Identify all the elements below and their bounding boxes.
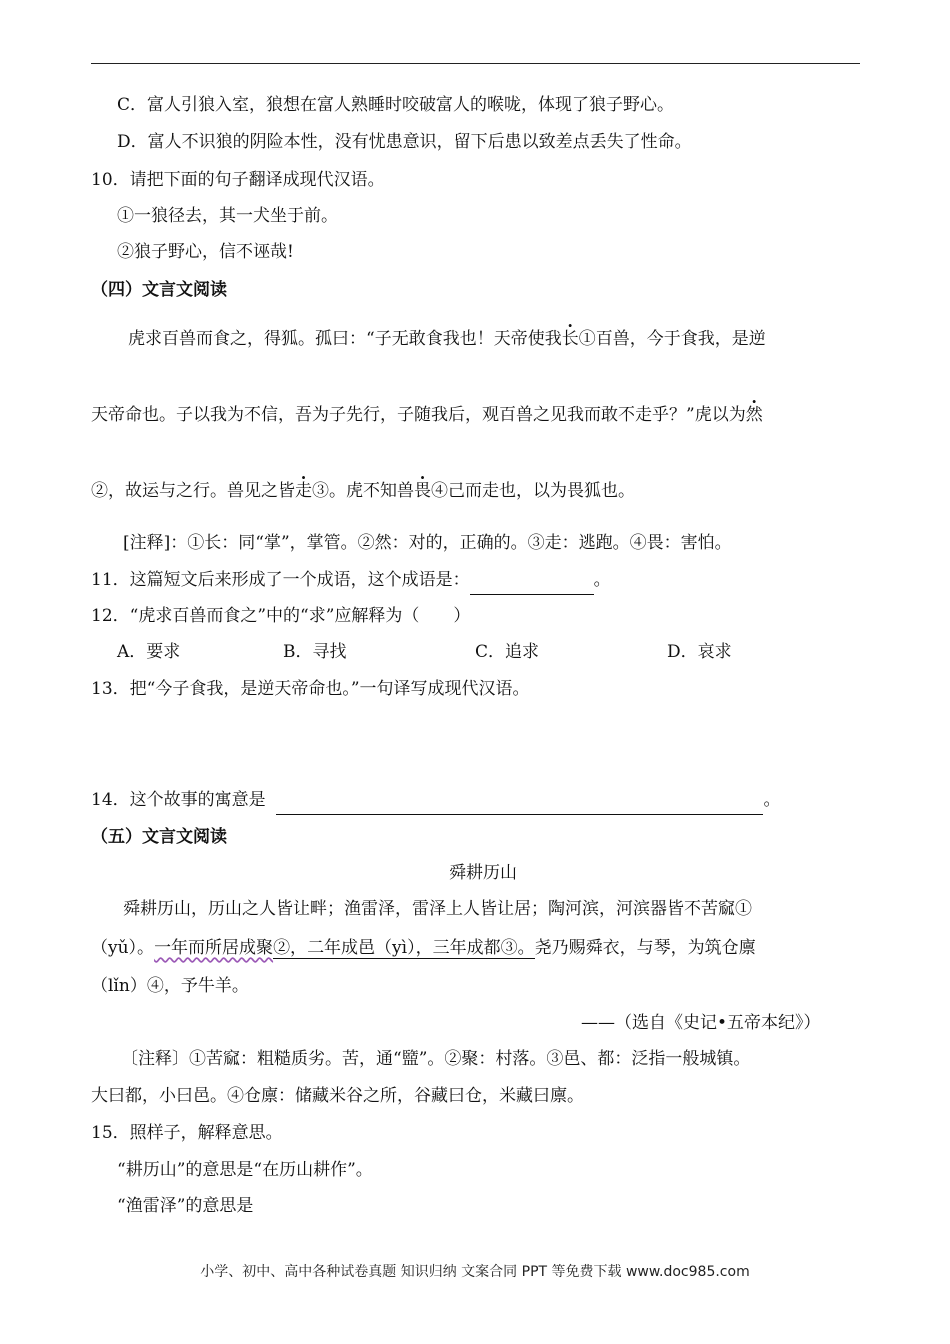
q10-sentence-2: ②狼子野心，信不诬哉!: [117, 242, 294, 262]
q10-sentence-1: ①一狼径去，其一犬坐于前。: [117, 206, 338, 226]
dotted-char: 长: [561, 329, 579, 349]
passage-text: 虎求百兽而食之，得狐。孤曰：“子无敢食我也！天帝使我: [128, 329, 562, 349]
q15-example: “耕历山”的意思是“在历山耕作”。: [117, 1160, 373, 1180]
q14-text: 14．这个故事的寓意是: [91, 790, 266, 810]
q13: 13．把“今子食我，是逆天帝命也。”一句译写成现代汉语。: [91, 679, 530, 699]
q9-option-c: C．富人引狼入室，狼想在富人熟睡时咬破富人的喉咙，体现了狼子野心。: [117, 95, 675, 115]
sec4-passage-line-3: [91, 480, 635, 502]
q14-answer-blank[interactable]: [276, 792, 763, 815]
q11-text: 11．这篇短文后来形成了一个成语，这个成语是：: [91, 570, 470, 590]
dotted-char: 走: [295, 481, 312, 501]
passage-text: ①百兽，今于食我，是逆: [578, 329, 766, 349]
underlined-text: ②，: [273, 938, 308, 958]
passage-text: ②，故运与之行。兽见之皆: [91, 481, 295, 501]
q12-option-d[interactable]: D．哀求: [667, 642, 732, 662]
q9-option-d: D．富人不识狼的阴险本性，没有忧患意识，留下后患以致差点丢失了性命。: [117, 132, 692, 152]
passage-text: 天帝命也。子以我为不信，吾为子先行，子随我后，观百兽之见我而敢不走乎？”虎以为: [91, 405, 746, 425]
passage-text: ④己而走也，以为畏狐也。: [431, 481, 635, 501]
header-rule: [91, 63, 860, 64]
section-5-heading: （五）文言文阅读: [91, 827, 227, 847]
q14-end: 。: [763, 790, 781, 810]
passage-text: 尧乃赐舜衣，与琴，为筑仓廪: [534, 938, 756, 958]
section-4-heading: （四）文言文阅读: [91, 280, 227, 300]
wavy-underlined-text: 一年而所居成聚: [154, 938, 274, 958]
sec5-annotation-1: 〔注释〕①苦窳：粗糙质劣。苦，通“盬”。②聚：村落。③邑、都：泛指一般城镇。: [121, 1049, 751, 1069]
q10-title: 10．请把下面的句子翻译成现代汉语。: [91, 170, 385, 190]
sec5-annotation-2: 大曰都，小曰邑。④仓廪：储藏米谷之所，谷藏曰仓，米藏曰廪。: [91, 1086, 584, 1106]
sec5-passage-line-1: 舜耕历山，历山之人皆让畔；渔雷泽，雷泽上人皆让居；陶河滨，河滨器皆不苦窳①: [123, 899, 752, 919]
passage-text: （yǔ）。: [91, 938, 155, 958]
sec4-passage-line-1: [128, 328, 766, 350]
q12: 12．“虎求百兽而食之”中的“求”应解释为（ ）: [91, 606, 471, 626]
footer-text: 小学、初中、高中各种试卷真题 知识归纳 文案合同 PPT 等免费下载 www.doc985.com: [200, 1264, 750, 1280]
sec5-passage-line-2: [91, 937, 756, 959]
passage-title: 舜耕历山: [449, 863, 517, 883]
underlined-text: 二年成邑（yì），三年成都③。: [307, 938, 535, 958]
dotted-char: 畏: [414, 481, 431, 501]
q12-option-a[interactable]: A．要求: [117, 642, 181, 662]
q11: [91, 569, 611, 595]
sec4-passage-line-2: [91, 404, 763, 426]
q12-option-b[interactable]: B．寻找: [283, 642, 347, 662]
q11-answer-blank[interactable]: [470, 572, 594, 595]
q15-prompt: “渔雷泽”的意思是: [117, 1196, 254, 1216]
q14: [91, 789, 780, 815]
q12-option-c[interactable]: C．追求: [475, 642, 540, 662]
q15: 15．照样子，解释意思。: [91, 1123, 283, 1143]
q11-end: 。: [593, 570, 611, 590]
sec5-passage-line-3: （lǐn）④，予牛羊。: [91, 976, 249, 996]
dotted-char: 然: [745, 405, 763, 425]
sec4-annotation: [注释]：①长：同“掌”，掌管。②然：对的，正确的。③走：逃跑。④畏：害怕。: [123, 533, 732, 553]
passage-text: ③。虎不知兽: [312, 481, 414, 501]
passage-source: ——（选自《史记•五帝本纪》）: [581, 1013, 821, 1033]
